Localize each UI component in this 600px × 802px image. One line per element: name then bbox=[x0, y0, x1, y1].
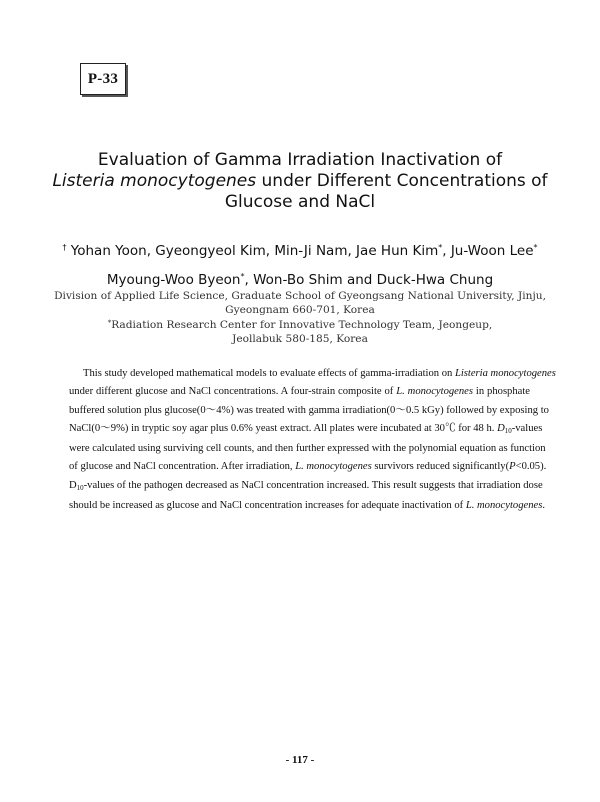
affiliation-line-3 bbox=[30, 317, 570, 333]
affiliation-mark: * bbox=[533, 243, 538, 252]
abstract-line: This study developed mathematical models to evaluate effects of gamma-irradiation on Listeria monocytogenes bbox=[83, 368, 556, 379]
abstract-line: $D_{10}$-values of the pathogen decreased as NaCl concentration increased. This result suggests that irradiation dose bbox=[69, 479, 543, 492]
authors-line-2-a: Myoung-Woo Byeon bbox=[106, 272, 241, 288]
abstract-line: of glucose and NaCl concentration. After irradiation, L. monocytogenes survivors reduced significantly(P<0.05). bbox=[69, 461, 547, 473]
poster-code: P-33 bbox=[87, 70, 119, 87]
poster-code-box bbox=[80, 63, 126, 95]
authors-line-2-b: , Won-Bo Shim and Duck-Hwa Chung bbox=[244, 272, 494, 288]
abstract-line: NaCl(0～9%) in tryptic soy agar plus 0.6% yeast extract. All plates were incubated at 30℃ for 48 h. $D_{10}$-values bbox=[69, 422, 543, 435]
affiliation-line-1: Division of Applied Life Science, Graduate School of Gyeongsang National University, Jinju, bbox=[54, 290, 546, 302]
abstract bbox=[69, 365, 556, 515]
corresponding-dagger: † bbox=[62, 243, 67, 252]
abstract-line: under different glucose and NaCl concentrations. A four-strain composite of L. monocytogenes in phosphate bbox=[69, 386, 531, 398]
paper-title bbox=[40, 150, 560, 213]
affiliation-line-2: Gyeongnam 660-701, Korea bbox=[225, 303, 375, 316]
page-number: - 117 - bbox=[285, 754, 315, 766]
affiliation-line-4: Jeollabuk 580-185, Korea bbox=[232, 332, 368, 345]
author-list bbox=[30, 235, 570, 293]
authors-line-1-a: Yohan Yoon, Gyeongyeol Kim, Min-Ji Nam, Jae Hun Kim bbox=[70, 243, 439, 259]
abstract-line: should be increased as glucose and NaCl concentration increases for adequate inactivation of L. monocytogenes. bbox=[69, 500, 545, 512]
abstract-line: were calculated using surviving cell counts, and then further expressed with the polynomial equation as function bbox=[69, 443, 546, 455]
affiliation-mark: * bbox=[240, 272, 245, 281]
affiliation-line-3-text: Radiation Research Center for Innovative Technology Team, Jeongeup, bbox=[111, 319, 493, 331]
abstract-line: buffered solution plus glucose(0～4%) was treated with gamma irradiation(0～0.5 kGy) followed by exposing to bbox=[69, 404, 549, 416]
title-line-2-rest: under Different Concentrations of bbox=[256, 171, 548, 191]
affiliation-mark: * bbox=[107, 319, 112, 327]
affiliations bbox=[30, 290, 570, 346]
title-line-2 bbox=[40, 171, 560, 192]
title-organism: Listeria monocytogenes bbox=[52, 171, 257, 191]
title-line-1: Evaluation of Gamma Irradiation Inactivation of bbox=[97, 150, 503, 170]
authors-line-2 bbox=[30, 264, 570, 293]
title-line-3: Glucose and NaCl bbox=[224, 192, 376, 212]
affiliation-mark: * bbox=[438, 243, 443, 252]
authors-line-1-b: , Ju-Woon Lee bbox=[442, 243, 534, 259]
authors-line-1 bbox=[30, 235, 570, 264]
